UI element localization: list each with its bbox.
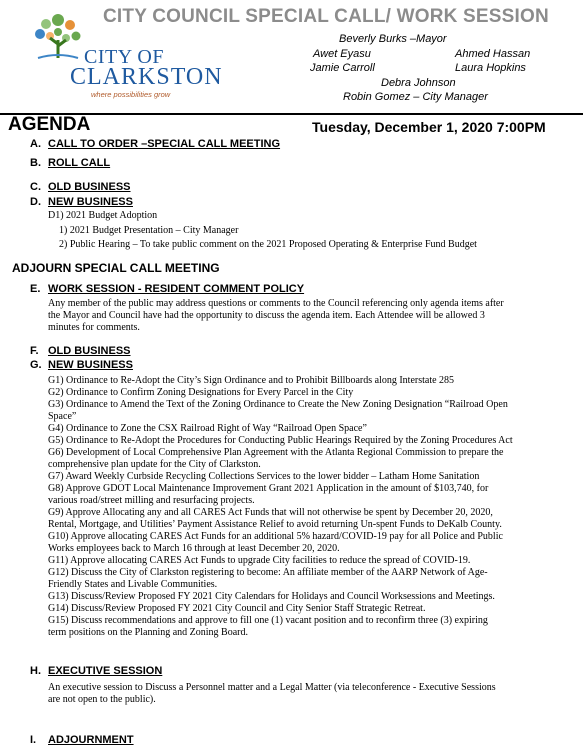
paragraph-line: Any member of the public may address questions or comments to the Council referencing only agenda items after <box>48 298 504 309</box>
agenda-item-line: G9) Approve Allocating any and all CARES Act Funds that will not otherwise be spent by December 20, 2020, <box>48 507 493 518</box>
agenda-item-line: Friendly States and Livable Communities. <box>48 579 218 590</box>
document-title: CITY COUNCIL SPECIAL CALL/ WORK SESSION <box>103 6 549 27</box>
section-title: NEW BUSINESS <box>48 359 133 371</box>
agenda-item-line: Rental, Mortgage, and Utilities’ Payment Assistance Relief to avoid returning Un-spent Funds to DeKalb County. <box>48 519 502 530</box>
agenda-item-line: G6) Development of Local Comprehensive Plan Agreement with the Atlanta Regional Commission to prepare the <box>48 447 504 458</box>
agenda-item-line: G14) Discuss/Review Proposed FY 2021 City Council and City Senior Staff Strategic Retreat. <box>48 603 426 614</box>
agenda-item-line: G15) Discuss recommendations and approve to fill one (1) vacant position and to reconfirm three (3) expiring <box>48 615 488 626</box>
paragraph-line: are not open to the public). <box>48 694 156 705</box>
agenda-subitem: 2) Public Hearing – To take public comment on the 2021 Proposed Operating & Enterprise Fund Budget <box>59 239 477 250</box>
section-title: OLD BUSINESS <box>48 181 131 193</box>
section-title: CALL TO ORDER –SPECIAL CALL MEETING <box>48 138 281 150</box>
logo-city-name: CLARKSTON <box>70 64 223 90</box>
section-g <box>30 359 133 371</box>
paragraph-line: minutes for comments. <box>48 322 140 333</box>
adjourn-special-call: ADJOURN SPECIAL CALL MEETING <box>12 261 220 275</box>
section-letter: B. <box>30 157 41 169</box>
section-title: NEW BUSINESS <box>48 196 133 208</box>
agenda-item-line: Space” <box>48 411 77 422</box>
section-title: OLD BUSINESS <box>48 345 131 357</box>
section-letter: D. <box>30 196 41 208</box>
section-letter: C. <box>30 181 41 193</box>
executive-session-text <box>48 682 578 706</box>
section-a <box>30 138 280 150</box>
section-d <box>30 196 133 208</box>
official-city-manager: Robin Gomez – City Manager <box>343 91 488 103</box>
section-b <box>30 157 110 169</box>
section-letter: I. <box>30 734 37 746</box>
tree-icon <box>28 10 88 60</box>
official-member: Awet Eyasu <box>313 48 371 60</box>
section-title: ROLL CALL <box>48 157 111 169</box>
section-title: EXECUTIVE SESSION <box>48 665 163 677</box>
section-letter: E. <box>30 283 41 295</box>
agenda-subitem: 1) 2021 Budget Presentation – City Manager <box>59 225 239 236</box>
comment-policy-text <box>48 298 578 334</box>
agenda-item-line: G5) Ordinance to Re-Adopt the Procedures for Conducting Public Hearings Required by the Zoning Procedures Act <box>48 435 513 446</box>
section-e <box>30 283 304 295</box>
agenda-item-line: G7) Award Weekly Curbside Recycling Collections Services to the lower bidder – Latham Home Sanitation <box>48 471 480 482</box>
agenda-item-line: G13) Discuss/Review Proposed FY 2021 City Calendars for Holidays and Council Worksessions and Meetings. <box>48 591 495 602</box>
section-h <box>30 665 162 677</box>
agenda-heading: AGENDA <box>8 114 91 135</box>
official-member: Laura Hopkins <box>455 62 526 74</box>
paragraph-line: the Mayor and Council have had the opportunity to discuss the agenda item. Each Attendee will be allowed 3 <box>48 310 485 321</box>
section-c <box>30 181 131 193</box>
section-f <box>30 345 131 357</box>
logo-city-of: CITY OF <box>84 46 164 68</box>
agenda-item-line: Works employees back to March 16 through at least December 20, 2020. <box>48 543 340 554</box>
section-title: WORK SESSION - RESIDENT COMMENT POLICY <box>48 283 305 295</box>
agenda-item-d1: D1) 2021 Budget Adoption <box>48 210 158 221</box>
section-letter: G. <box>30 359 42 371</box>
meeting-date: Tuesday, December 1, 2020 7:00PM <box>312 119 546 135</box>
agenda-item-line: G11) Approve allocating CARES Act Funds to upgrade City facilities to reduce the spread of COVID-19. <box>48 555 471 566</box>
logo-tagline: where possibilities grow <box>91 90 171 99</box>
official-mayor: Beverly Burks –Mayor <box>339 33 447 45</box>
agenda-item-line: G8) Approve GDOT Local Maintenance Improvement Grant 2021 Application in the amount of $103,740, for <box>48 483 489 494</box>
official-member: Jamie Carroll <box>310 62 375 74</box>
section-title: ADJOURNMENT <box>48 734 134 746</box>
section-letter: H. <box>30 665 41 677</box>
section-i <box>30 734 134 746</box>
official-member: Ahmed Hassan <box>455 48 531 60</box>
new-business-items <box>48 375 578 639</box>
agenda-item-line: comprehensive plan update for the City of Clarkston. <box>48 459 261 470</box>
agenda-item-line: G4) Ordinance to Zone the CSX Railroad Right of Way “Railroad Open Space” <box>48 423 367 434</box>
paragraph-line: An executive session to Discuss a Personnel matter and a Legal Matter (via teleconference - Executive Sessions <box>48 682 496 693</box>
agenda-item-line: G1) Ordinance to Re-Adopt the City’s Sign Ordinance and to Prohibit Billboards along Interstate 285 <box>48 375 455 386</box>
agenda-item-line: G12) Discuss the City of Clarkston registering to become: An affiliate member of the AARP Network of Age- <box>48 567 488 578</box>
agenda-item-line: term positions on the Planning and Zoning Board. <box>48 627 248 638</box>
agenda-item-line: G3) Ordinance to Amend the Text of the Zoning Ordinance to Create the New Zoning Designation “Railroad Open <box>48 399 508 410</box>
agenda-item-line: G10) Approve allocating CARES Act Funds for an additional 5% hazard/COVID-19 pay for all Police and Public <box>48 531 503 542</box>
agenda-item-line: G2) Ordinance to Confirm Zoning Designations for Every Parcel in the City <box>48 387 354 398</box>
city-logo <box>28 10 228 100</box>
section-letter: A. <box>30 138 41 150</box>
section-letter: F. <box>30 345 39 357</box>
agenda-item-line: various road/street milling and resurfacing projects. <box>48 495 255 506</box>
official-member: Debra Johnson <box>381 77 456 89</box>
